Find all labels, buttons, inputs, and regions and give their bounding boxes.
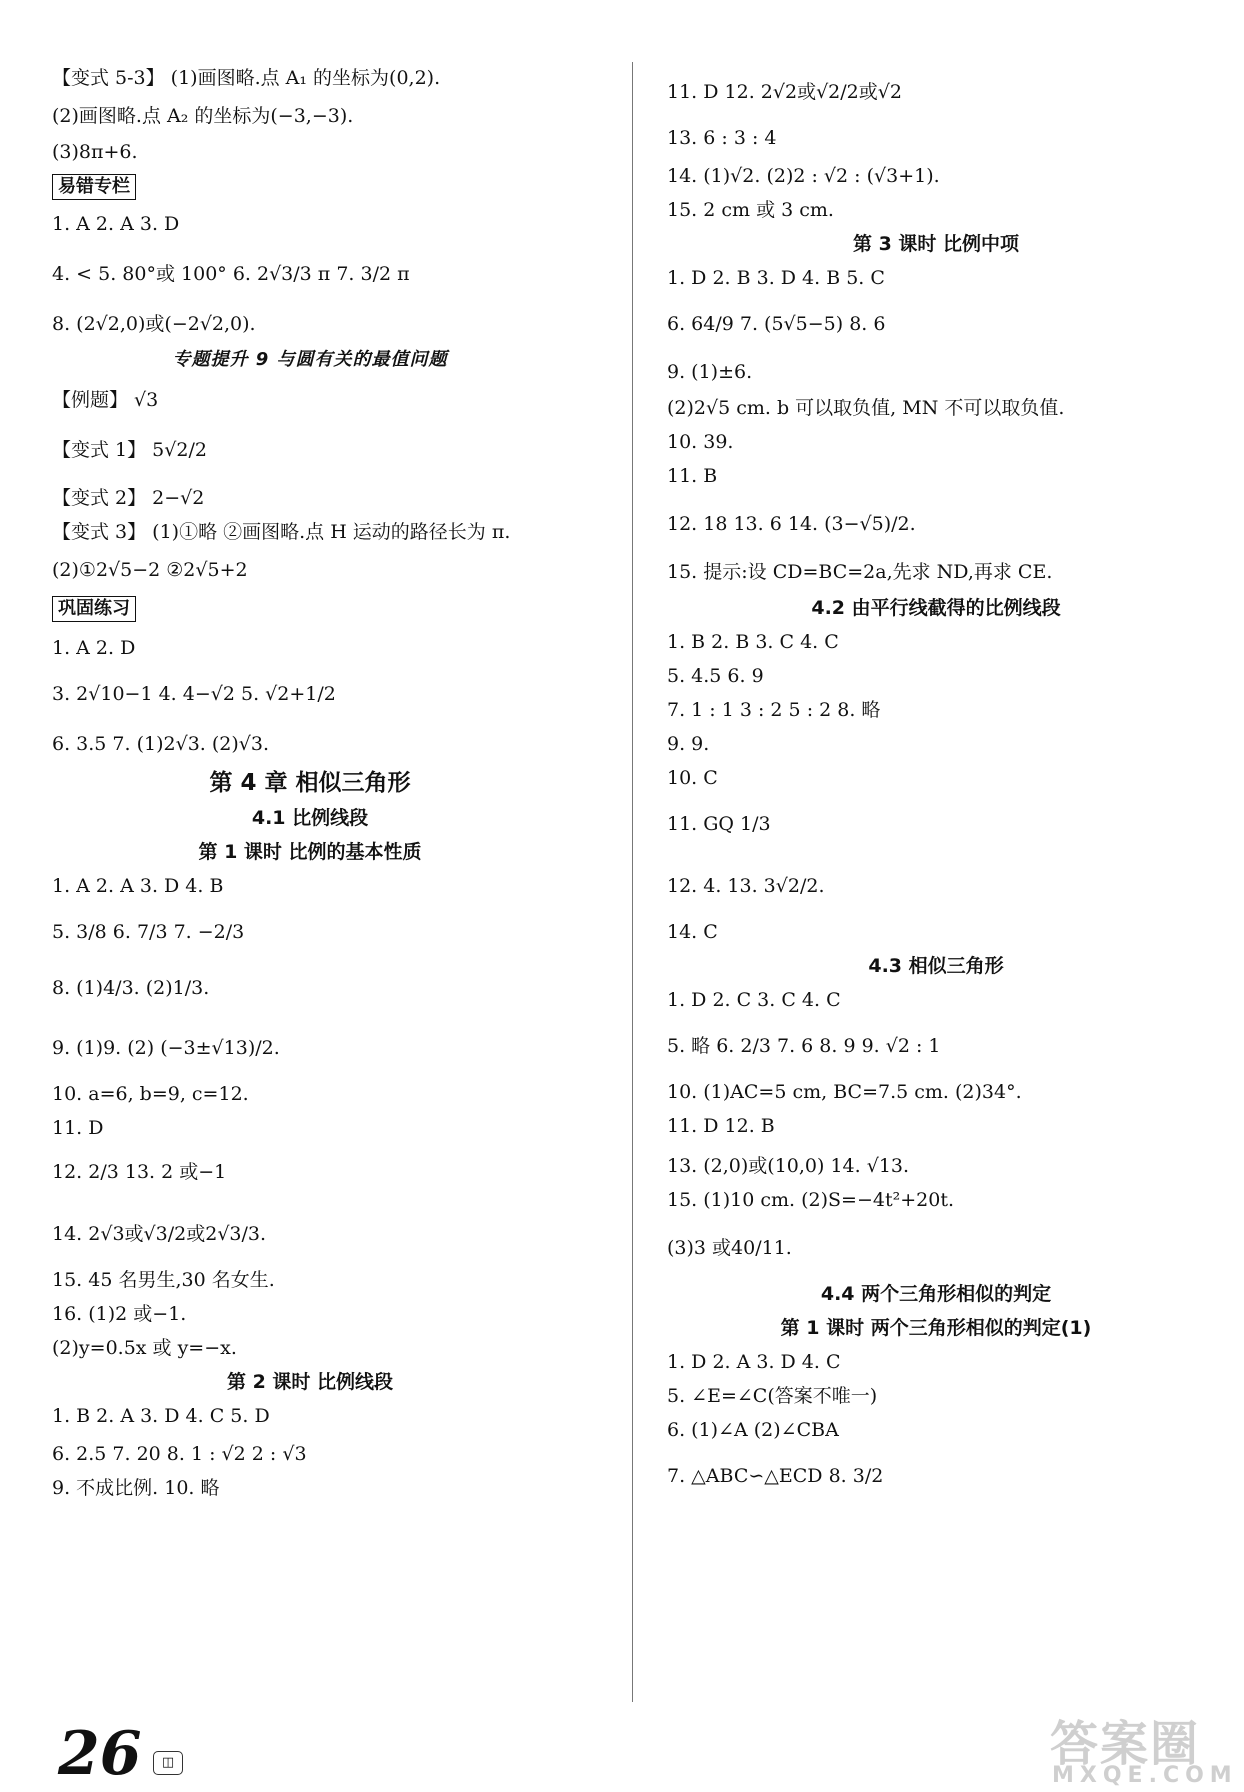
left-answer-line: 15. 45 名男生,30 名女生. (52, 1269, 275, 1291)
left-answer-line: 【变式 1】 5√2/2 (52, 439, 207, 461)
right-answer-line: 11. GQ 1/3 (667, 813, 771, 835)
left-answer-line (52, 174, 136, 200)
left-answer-line: 4. < 5. 80°或 100° 6. 2√3/3 π 7. 3/2 π (52, 263, 410, 285)
right-answer-line: 7. △ABC∽△ECD 8. 3/2 (667, 1465, 884, 1487)
left-answer-line: 【变式 3】 (1)①略 ②画图略.点 H 运动的路径长为 π. (52, 521, 511, 543)
left-answer-line: 8. (1)4/3. (2)1/3. (52, 977, 210, 999)
page-badge-icon: ◫ (153, 1751, 183, 1775)
right-answer-line: 11. D 12. 2√2或√2/2或√2 (667, 81, 902, 103)
left-answer-line: 3. 2√10−1 4. 4−√2 5. √2+1/2 (52, 683, 336, 705)
right-answer-line: 10. (1)AC=5 cm, BC=7.5 cm. (2)34°. (667, 1081, 1022, 1103)
right-answer-line: 13. 6 : 3 : 4 (667, 127, 777, 149)
right-answer-line: 15. (1)10 cm. (2)S=−4t²+20t. (667, 1189, 955, 1211)
right-answer-line: 1. B 2. B 3. C 4. C (667, 631, 839, 653)
topic-title: 专题提升 9 与圆有关的最值问题 (172, 349, 448, 370)
section-title: 第 3 课时 比例中项 (852, 233, 1020, 255)
right-answer-line: 1. D 2. C 3. C 4. C (667, 989, 841, 1011)
left-answer-line: (2)y=0.5x 或 y=−x. (52, 1337, 237, 1359)
left-answer-line: 【变式 5-3】 (1)画图略.点 A₁ 的坐标为(0,2). (52, 67, 441, 89)
right-answer-line: 7. 1 : 1 3 : 2 5 : 2 8. 略 (667, 699, 881, 721)
right-answer-line: 10. 39. (667, 431, 734, 453)
section-title: 第 1 课时 两个三角形相似的判定(1) (780, 1317, 1092, 1339)
right-answer-line: 5. 4.5 6. 9 (667, 665, 764, 687)
left-answer-line: (3)8π+6. (52, 141, 138, 163)
boxed-section-label: 巩固练习 (52, 596, 136, 622)
left-answer-line: 1. A 2. A 3. D (52, 213, 180, 235)
right-answer-line: 15. 2 cm 或 3 cm. (667, 199, 834, 221)
right-answer-line: 12. 4. 13. 3√2/2. (667, 875, 825, 897)
right-answer-line: 1. D 2. B 3. D 4. B 5. C (667, 267, 885, 289)
right-answer-line: 14. C (667, 921, 718, 943)
watermark-url: MXQE.COM (1052, 1763, 1238, 1788)
right-answer-line: 12. 18 13. 6 14. (3−√5)/2. (667, 513, 916, 535)
left-answer-line: 5. 3/8 6. 7/3 7. −2/3 (52, 921, 245, 943)
page-number: 26 (58, 1719, 142, 1789)
watermark-logo-text: 答案圈 (1050, 1716, 1201, 1772)
left-answer-line: 【变式 2】 2−√2 (52, 487, 205, 509)
right-answer-line: 13. (2,0)或(10,0) 14. √13. (667, 1155, 910, 1177)
left-answer-line: 14. 2√3或√3/2或2√3/3. (52, 1223, 267, 1245)
right-answer-line: (3)3 或40/11. (667, 1237, 792, 1259)
section-title: 4.4 两个三角形相似的判定 (820, 1283, 1052, 1305)
left-answer-line: 11. D (52, 1117, 104, 1139)
right-answer-line: 5. ∠E=∠C(答案不唯一) (667, 1385, 878, 1407)
left-answer-line: 10. a=6, b=9, c=12. (52, 1083, 249, 1105)
left-answer-line: 6. 2.5 7. 20 8. 1 : √2 2 : √3 (52, 1443, 307, 1465)
right-answer-line: 1. D 2. A 3. D 4. C (667, 1351, 841, 1373)
right-answer-line: 5. 略 6. 2/3 7. 6 8. 9 9. √2 : 1 (667, 1035, 941, 1057)
boxed-section-label: 易错专栏 (52, 174, 136, 200)
section-title: 4.2 由平行线截得的比例线段 (811, 597, 1061, 619)
left-answer-line: 【例题】 √3 (52, 389, 159, 411)
watermark (1040, 1705, 1240, 1791)
left-answer-line: 12. 2/3 13. 2 或−1 (52, 1161, 227, 1183)
right-answer-line: 15. 提示:设 CD=BC=2a,先求 ND,再求 CE. (667, 561, 1053, 583)
right-answer-line: 9. 9. (667, 733, 710, 755)
chapter-title: 第 4 章 相似三角形 (209, 770, 411, 796)
left-answer-line: 9. 不成比例. 10. 略 (52, 1477, 220, 1499)
left-answer-line: (2)画图略.点 A₂ 的坐标为(−3,−3). (52, 105, 354, 127)
left-answer-line: 1. A 2. D (52, 637, 136, 659)
section-title: 4.3 相似三角形 (868, 955, 1004, 977)
right-answer-line: 6. (1)∠A (2)∠CBA (667, 1419, 839, 1441)
left-answer-line: 1. B 2. A 3. D 4. C 5. D (52, 1405, 270, 1427)
left-answer-line: 9. (1)9. (2) (−3±√13)/2. (52, 1037, 280, 1059)
column-divider (632, 62, 633, 1702)
section-title: 4.1 比例线段 (251, 807, 369, 829)
left-answer-line: 8. (2√2,0)或(−2√2,0). (52, 313, 256, 335)
section-title: 第 1 课时 比例的基本性质 (198, 841, 422, 863)
right-answer-line: 6. 64/9 7. (5√5−5) 8. 6 (667, 313, 886, 335)
right-answer-line: 11. B (667, 465, 718, 487)
left-answer-line: 16. (1)2 或−1. (52, 1303, 187, 1325)
left-answer-line: 1. A 2. A 3. D 4. B (52, 875, 224, 897)
right-answer-line: (2)2√5 cm. b 可以取负值, MN 不可以取负值. (667, 397, 1065, 419)
left-answer-line: 6. 3.5 7. (1)2√3. (2)√3. (52, 733, 270, 755)
right-answer-line: 14. (1)√2. (2)2 : √2 : (√3+1). (667, 165, 940, 187)
right-answer-line: 9. (1)±6. (667, 361, 753, 383)
left-answer-line (52, 596, 136, 622)
section-title: 第 2 课时 比例线段 (226, 1371, 394, 1393)
left-answer-line: (2)①2√5−2 ②2√5+2 (52, 559, 248, 581)
right-answer-line: 10. C (667, 767, 718, 789)
right-answer-line: 11. D 12. B (667, 1115, 775, 1137)
